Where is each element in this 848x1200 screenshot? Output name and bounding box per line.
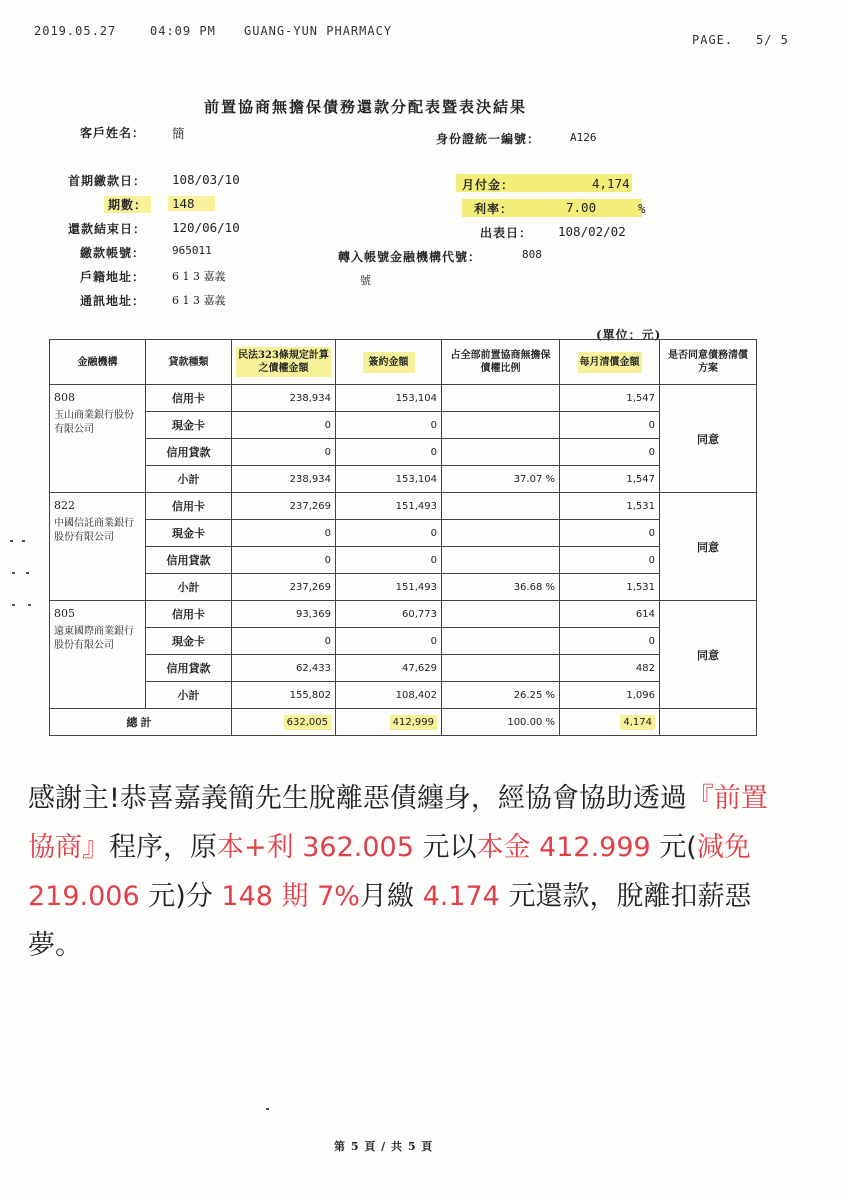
msg-part: 元還款，脫離扣薪惡夢。	[28, 881, 752, 961]
msg-highlight: 減免	[696, 832, 751, 863]
bank-code: 822	[54, 499, 75, 512]
bank-name: 中國信託商業銀行股份有限公司	[54, 518, 134, 543]
periods-value: 148	[168, 196, 215, 211]
bank-name: 玉山商業銀行股份有限公司	[54, 410, 134, 435]
testimony-message	[28, 774, 768, 970]
table-row	[50, 412, 757, 439]
ratio	[442, 412, 560, 439]
msg-highlight: 期	[281, 881, 309, 912]
margin-mark	[26, 572, 29, 574]
loan-type: 信用貸款	[146, 655, 232, 682]
ratio	[442, 628, 560, 655]
msg-highlight: 『前置協商』	[28, 783, 768, 863]
msg-part: 月繳	[359, 881, 414, 912]
ratio	[442, 601, 560, 628]
table-row	[50, 547, 757, 574]
loan-type: 小計	[146, 574, 232, 601]
msg-highlight: 4.174	[422, 881, 500, 912]
header-signed: 簽約金額	[336, 340, 442, 385]
transfer-code-label: 轉入帳號金融機構代號：	[338, 250, 482, 264]
signed-amount: 151,493	[336, 574, 442, 601]
first-pay-date: 108/03/10	[172, 172, 240, 187]
table-row	[50, 682, 757, 709]
margin-mark	[28, 604, 31, 606]
ratio	[442, 520, 560, 547]
issue-date: 108/02/02	[558, 224, 626, 239]
agree-status: 同意	[660, 493, 757, 601]
monthly-amount: 0	[560, 439, 660, 466]
ratio: 37.07 %	[442, 466, 560, 493]
signed-amount: 0	[336, 547, 442, 574]
msg-part: 感謝主!恭喜嘉義簡先生脫離惡債纏身，經協會協助透過	[28, 783, 687, 814]
table-row	[50, 601, 757, 628]
msg-part: 程序，原	[109, 832, 217, 863]
bank-code: 805	[54, 607, 75, 620]
total-monthly: 4,174	[560, 709, 660, 736]
header-agree: 是否同意債務清償方案	[660, 340, 757, 385]
monthly-amount: 1,531	[560, 493, 660, 520]
msg-highlight: 412.999	[539, 832, 651, 863]
debt-allocation-table	[49, 339, 757, 736]
end-date: 120/06/10	[172, 220, 240, 235]
signed-amount: 0	[336, 439, 442, 466]
rate-label: 利率：	[474, 202, 514, 216]
page-label: PAGE.	[692, 33, 734, 47]
table-row	[50, 439, 757, 466]
claim-amount: 62,433	[232, 655, 336, 682]
table-row	[50, 385, 757, 412]
loan-type: 信用卡	[146, 493, 232, 520]
loan-type: 小計	[146, 466, 232, 493]
transfer-suffix: 號	[360, 274, 371, 287]
pharmacy-name: GUANG-YUN PHARMACY	[244, 24, 393, 38]
document-title: 前置協商無擔保債務還款分配表暨表決結果	[204, 98, 528, 116]
customer-name: 簡	[172, 126, 185, 141]
loan-type: 信用貸款	[146, 547, 232, 574]
claim-amount: 237,269	[232, 493, 336, 520]
ratio	[442, 493, 560, 520]
monthly-amount: 0	[560, 547, 660, 574]
rate-value: 7.00	[566, 200, 597, 215]
header-claim: 民法323條規定計算之債權金額	[232, 340, 336, 385]
monthly-amount: 1,096	[560, 682, 660, 709]
mail-address: 6 1 3 嘉義	[172, 294, 226, 307]
claim-amount: 0	[232, 520, 336, 547]
monthly-amount: 0	[560, 628, 660, 655]
reg-address-label: 戶籍地址：	[80, 270, 146, 284]
monthly-amount: 0	[560, 520, 660, 547]
bank-cell	[50, 493, 146, 601]
reg-address: 6 1 3 嘉義	[172, 270, 226, 283]
total-agree-empty	[660, 709, 757, 736]
header-monthly: 每月清償金額	[560, 340, 660, 385]
bank-cell	[50, 601, 146, 709]
total-claim: 632,005	[232, 709, 336, 736]
claim-amount: 0	[232, 439, 336, 466]
margin-mark	[22, 540, 25, 542]
loan-type: 信用卡	[146, 385, 232, 412]
monthly-label: 月付金：	[462, 178, 515, 192]
ratio	[442, 439, 560, 466]
signed-amount: 153,104	[336, 385, 442, 412]
ratio: 36.68 %	[442, 574, 560, 601]
issue-date-label: 出表日：	[480, 226, 533, 240]
agree-status: 同意	[660, 601, 757, 709]
signed-amount: 47,629	[336, 655, 442, 682]
first-pay-label: 首期繳款日：	[68, 174, 147, 188]
claim-amount: 238,934	[232, 466, 336, 493]
claim-amount: 0	[232, 547, 336, 574]
monthly-amount: 1,547	[560, 466, 660, 493]
claim-amount: 93,369	[232, 601, 336, 628]
total-label: 總計	[50, 709, 232, 736]
table-total-row	[50, 709, 757, 736]
table-row	[50, 493, 757, 520]
signed-amount: 153,104	[336, 466, 442, 493]
page-number: 5/ 5	[756, 33, 789, 47]
table-row	[50, 628, 757, 655]
id-number: A126	[570, 131, 597, 144]
claim-amount: 238,934	[232, 385, 336, 412]
loan-type: 現金卡	[146, 412, 232, 439]
signed-amount: 0	[336, 628, 442, 655]
header-type: 貸款種類	[146, 340, 232, 385]
scan-speck	[266, 1108, 269, 1110]
header-bank: 金融機構	[50, 340, 146, 385]
msg-highlight: 362.005	[302, 832, 414, 863]
loan-type: 現金卡	[146, 628, 232, 655]
msg-highlight: 7%	[317, 881, 360, 912]
table-row	[50, 574, 757, 601]
loan-type: 小計	[146, 682, 232, 709]
monthly-amount: 1,531	[560, 574, 660, 601]
claim-amount: 237,269	[232, 574, 336, 601]
msg-part: 元)分	[148, 881, 213, 912]
account-number: 965011	[172, 244, 212, 257]
page-footer: 第 5 頁 / 共 5 頁	[334, 1140, 434, 1153]
monthly-amount: 0	[560, 412, 660, 439]
ratio	[442, 547, 560, 574]
margin-mark	[12, 572, 15, 574]
monthly-amount: 4,174	[592, 176, 630, 191]
ratio	[442, 655, 560, 682]
end-date-label: 還款結束日：	[68, 222, 147, 236]
loan-type: 信用貸款	[146, 439, 232, 466]
loan-type: 現金卡	[146, 520, 232, 547]
table-row	[50, 520, 757, 547]
monthly-amount: 1,547	[560, 385, 660, 412]
bank-code: 808	[54, 391, 75, 404]
signed-amount: 0	[336, 520, 442, 547]
signed-amount: 151,493	[336, 493, 442, 520]
id-label: 身份證統一編號：	[436, 132, 541, 146]
account-label: 繳款帳號：	[80, 246, 146, 260]
monthly-amount: 482	[560, 655, 660, 682]
signed-amount: 108,402	[336, 682, 442, 709]
total-ratio: 100.00 %	[442, 709, 560, 736]
msg-part: 元以	[422, 832, 477, 863]
bank-cell	[50, 385, 146, 493]
loan-type: 信用卡	[146, 601, 232, 628]
table-header-row	[50, 340, 757, 385]
claim-amount: 155,802	[232, 682, 336, 709]
msg-part: 元(	[659, 832, 697, 863]
agree-status: 同意	[660, 385, 757, 493]
claim-amount: 0	[232, 628, 336, 655]
mail-address-label: 通訊地址：	[80, 294, 146, 308]
table-row	[50, 466, 757, 493]
total-signed: 412,999	[336, 709, 442, 736]
margin-mark	[10, 540, 13, 542]
bank-name: 遠東國際商業銀行股份有限公司	[54, 626, 134, 651]
rate-unit: %	[638, 201, 646, 216]
monthly-amount: 614	[560, 601, 660, 628]
print-time: 04:09 PM	[150, 24, 216, 38]
transfer-code: 808	[522, 248, 542, 261]
ratio	[442, 385, 560, 412]
msg-highlight: 148	[221, 881, 273, 912]
ratio: 26.25 %	[442, 682, 560, 709]
table-row	[50, 655, 757, 682]
unit-label: (單位：元)	[596, 328, 662, 342]
msg-highlight: 本金	[476, 832, 531, 863]
msg-highlight: 219.006	[28, 881, 140, 912]
margin-mark	[12, 604, 15, 606]
periods-label: 期數：	[104, 196, 151, 213]
msg-highlight: 本+利	[217, 832, 294, 863]
customer-name-label: 客戶姓名：	[80, 126, 146, 140]
header-ratio: 占全部前置協商無擔保債權比例	[442, 340, 560, 385]
claim-amount: 0	[232, 412, 336, 439]
signed-amount: 60,773	[336, 601, 442, 628]
signed-amount: 0	[336, 412, 442, 439]
print-date: 2019.05.27	[34, 24, 117, 38]
